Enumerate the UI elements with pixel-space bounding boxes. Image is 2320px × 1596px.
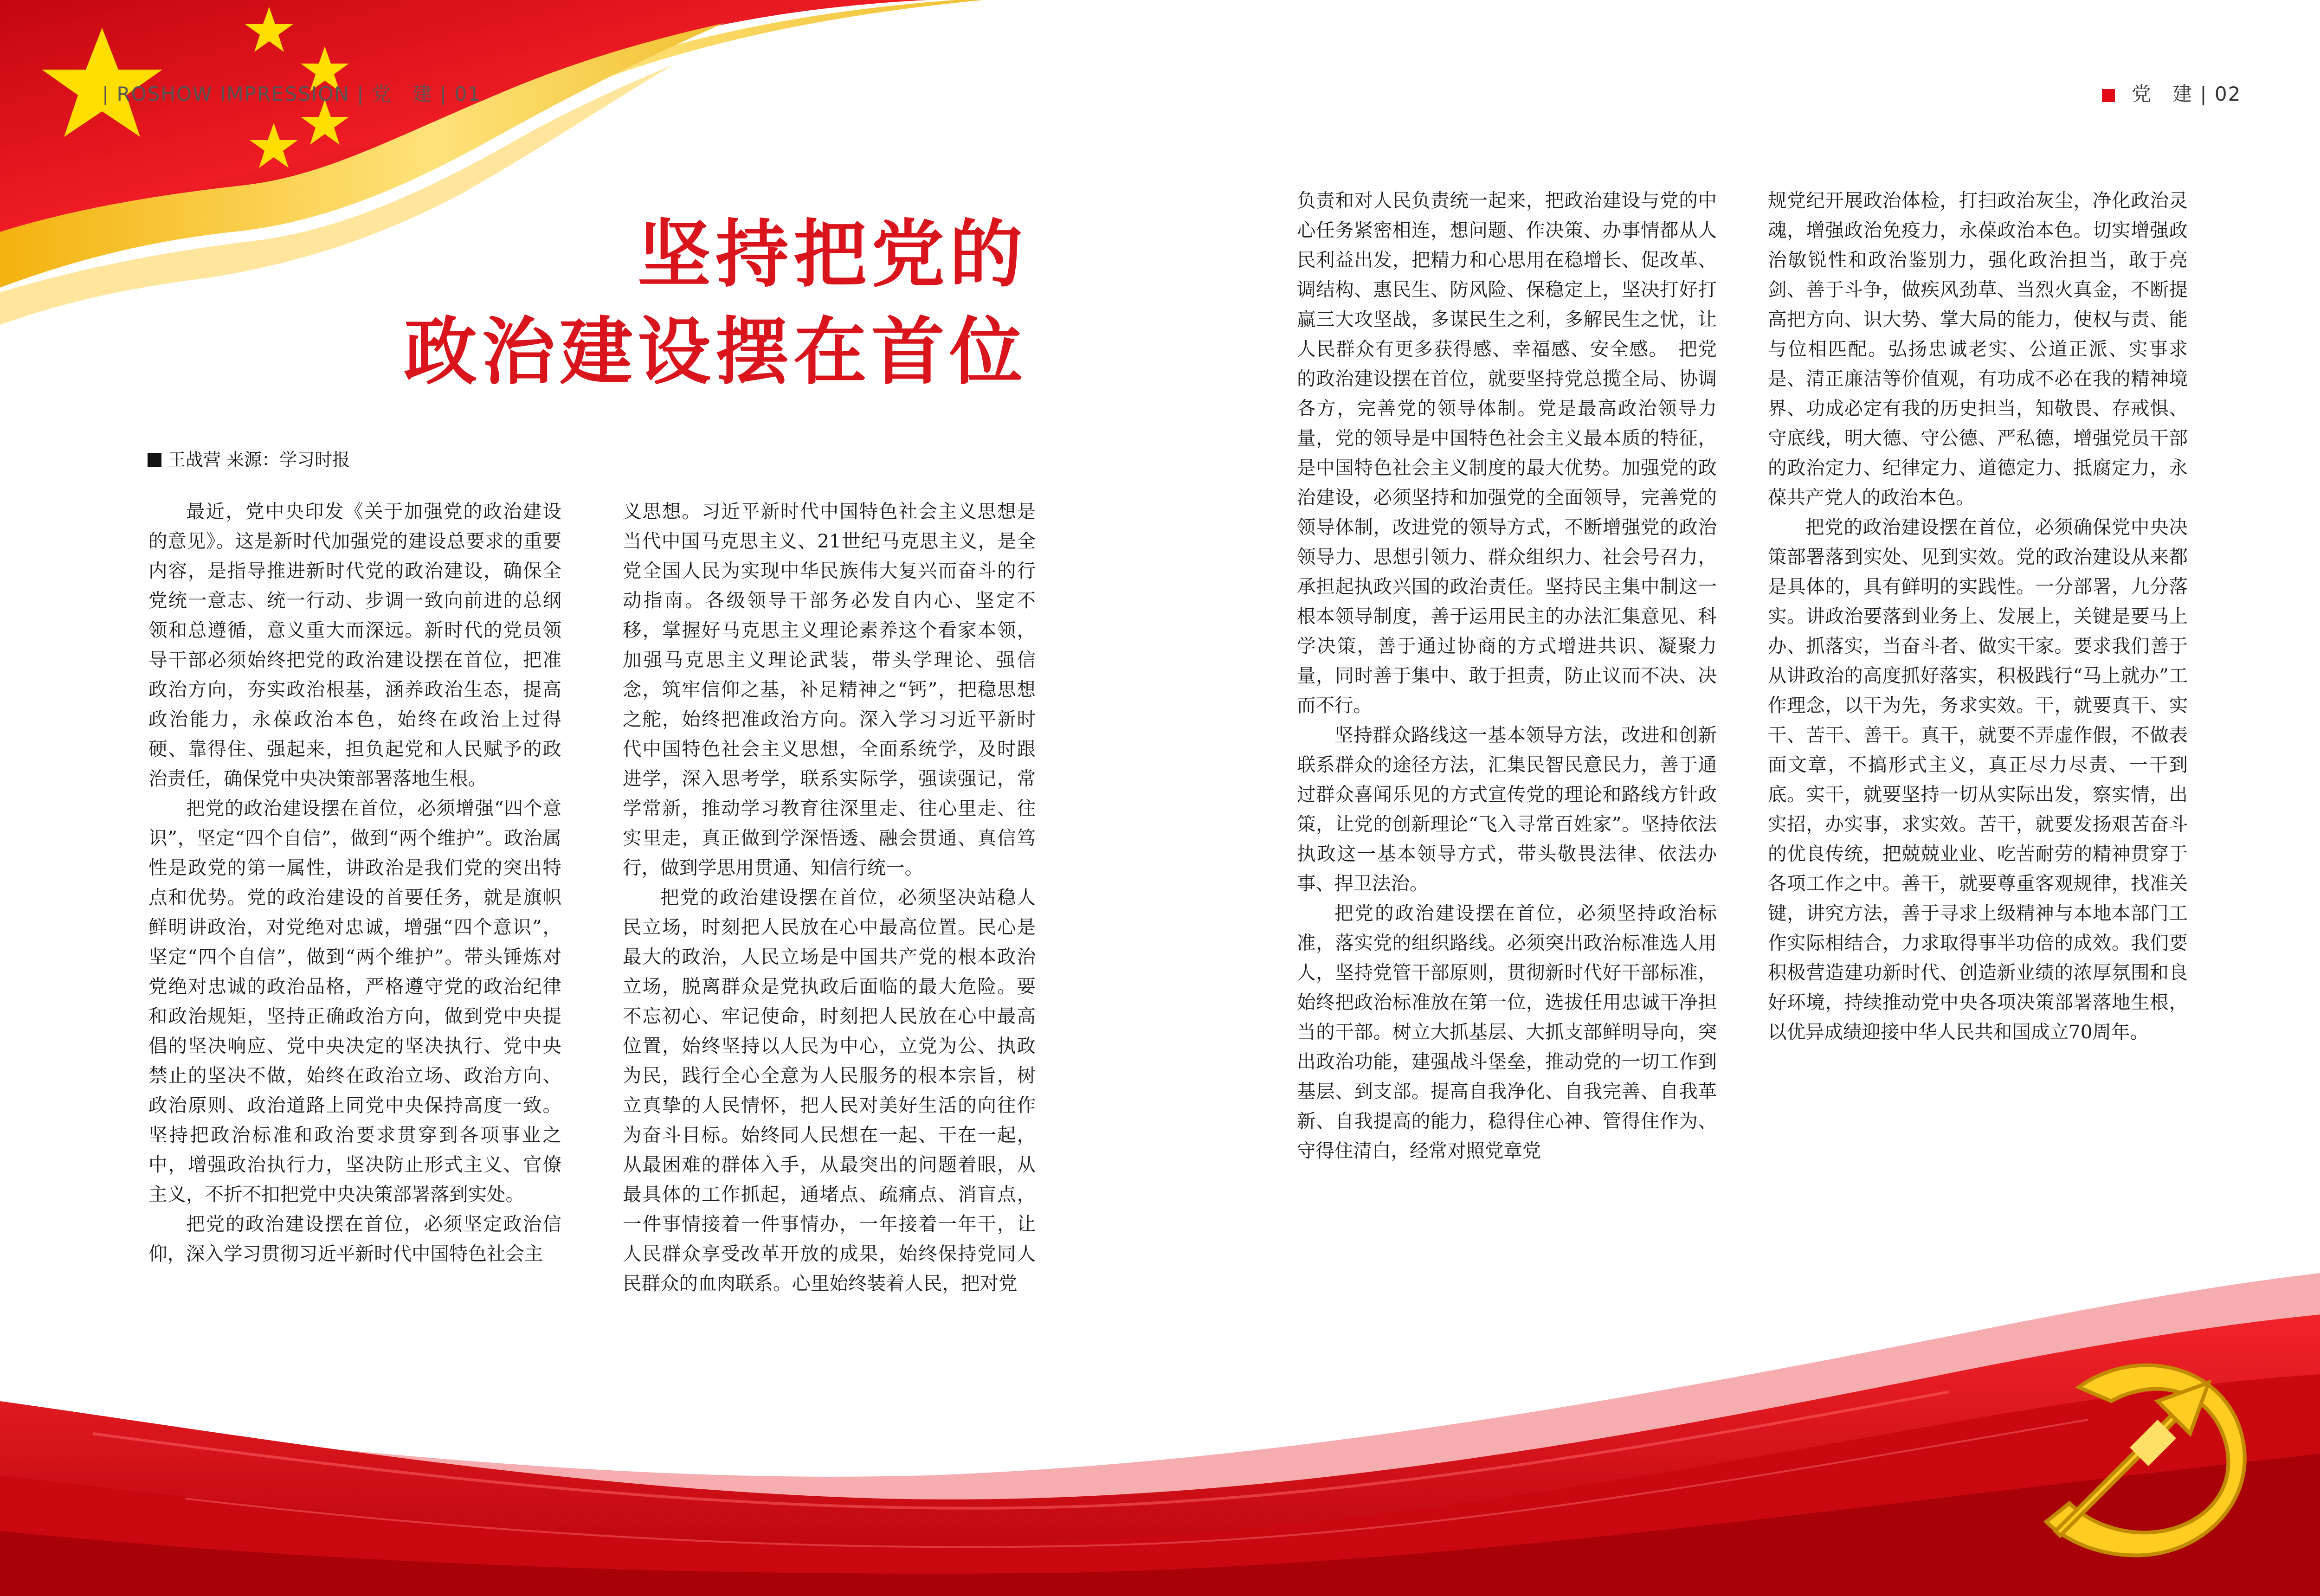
- running-head-right-text: 党 建 | 02: [2132, 83, 2242, 105]
- running-head-right: [2102, 79, 2241, 107]
- paragraph: 把党的政治建设摆在首位，必须坚定政治信仰，深入学习贯彻习近平新时代中国特色社会主: [148, 1213, 561, 1265]
- paragraph: 把党的政治建设摆在首位，必须确保党中央决策部署落到实处、见到实效。党的政治建设从来都是具体的，具有鲜明的实践性。一分部署，九分落实。讲政治要落到业务上、发展上，关键是要马上办、抓落实，当奋斗者、做实干家。要求我们善于从讲政治的高度抓好落实，积极践行“马上就办”工作理念，以干为先，务求实效。干，就要真干、实干、苦干、善干。真干，就要不弄虚作假，不做表面文章，不搞形式主义，真正尽力尽责、一干到底。实干，就要坚持一切从实际出发，察实情，出实招，办实事，求实效。苦干，就要发扬艰苦奋斗的优良传统，把兢兢业业、吃苦耐劳的精神贯穿于各项工作之中。善干，就要尊重客观规律，找准关键，讲究方法，善于寻求上级精神与本地本部门工作实际相结合，力求取得事半功倍的成效。我们要积极营造建功新时代、创造新业绩的浓厚氛围和良好环境，持续推动党中央各项决策部署落地生根，以优异成绩迎接中华人民共和国成立70周年。: [1768, 516, 2188, 1043]
- article-title-line2: 政治建设摆在首位: [404, 309, 1027, 395]
- paragraph: 最近，党中央印发《关于加强党的政治建设的意见》。这是新时代加强党的建设总要求的重要内容，是指导推进新时代党的政治建设，确保全党统一意志、统一行动、步调一致向前进的总纲领和总遵循，意义重大而深远。新时代的党员领导干部必须始终把党的政治建设摆在首位，把准政治方向，夯实政治根基，涵养政治生态，提高政治能力，永葆政治本色，始终在政治上过得硬、靠得住、强起来，担负起党和人民赋予的政治责任，确保党中央决策部署落地生根。: [148, 500, 561, 790]
- text-column-3: [1297, 186, 1717, 1165]
- article-title-line1: 坚持把党的: [638, 212, 1027, 297]
- paragraph: 负责和对人民负责统一起来，把政治建设与党的中心任务紧密相连，想问题、作决策、办事情都从人民利益出发，把精力和心思用在稳增长、促改革、调结构、惠民生、防风险、保稳定上，坚决打好打赢三大攻坚战，多谋民生之利，多解民生之忧，让人民群众有更多获得感、幸福感、安全感。 把党的政治建设摆在首位，就要坚持党总揽全局、协调各方，完善党的领导体制。党是最高政治领导力量，党的领导是中国特色社会主义最本质的特征，是中国特色社会主义制度的最大优势。加强党的政治建设，必须坚持和加强党的全面领导，完善党的领导体制，改进党的领导方式，不断增强党的政治领导力、思想引领力、群众组织力、社会号召力，承担起执政兴国的政治责任。坚持民主集中制这一根本领导制度，善于运用民主的办法汇集意见、科学决策，善于通过协商的方式增进共识、凝聚力量，同时善于集中、敢于担责，防止议而不决、决而不行。: [1297, 189, 1717, 716]
- paragraph: 坚持群众路线这一基本领导方法，改进和创新联系群众的途径方法，汇集民智民意民力，善于通过群众喜闻乐见的方式宣传党的理论和路线方针政策，让党的创新理论“飞入寻常百姓家”。坚持依法执政这一基本领导方式，带头敬畏法律、依法办事、捍卫法治。: [1297, 724, 1717, 895]
- paragraph: 把党的政治建设摆在首位，必须增强“四个意识”，坚定“四个自信”，做到“两个维护”。政治属性是政党的第一属性，讲政治是我们党的突出特点和优势。党的政治建设的首要任务，就是旗帜鲜明讲政治，对党绝对忠诚，增强“四个意识”，坚定“四个自信”，做到“两个维护”。带头锤炼对党绝对忠诚的政治品格，严格遵守党的政治纪律和政治规矩，坚持正确政治方向，做到党中央提倡的坚决响应、党中央决定的坚决执行、党中央禁止的坚决不做，始终在政治立场、政治方向、政治原则、政治道路上同党中央保持高度一致。坚持把政治标准和政治要求贯穿到各项事业之中，增强政治执行力，坚决防止形式主义、官僚主义，不折不扣把党中央决策部署落到实处。: [148, 797, 561, 1205]
- byline-text: 王战营 来源：学习时报: [168, 450, 350, 470]
- running-head-left: [102, 79, 481, 107]
- byline: [148, 445, 350, 471]
- running-head-left-text: | ROSHOW IMPRESSION | 党 建 | 01: [102, 83, 481, 105]
- paragraph: 规党纪开展政治体检，打扫政治灰尘，净化政治灵魂，增强政治免疫力，永葆政治本色。切实增强政治敏锐性和政治鉴别力，强化政治担当，敢于亮剑、善于斗争，做疾风劲草、当烈火真金，不断提高把方向、识大势、掌大局的能力，使权与责、能与位相匹配。弘扬忠诚老实、公道正派、实事求是、清正廉洁等价值观，有功成不必在我的精神境界、功成必定有我的历史担当，知敬畏、存戒惧、守底线，明大德、守公德、严私德，增强党员干部的政治定力、纪律定力、道德定力、抵腐定力，永葆共产党人的政治本色。: [1768, 189, 2188, 508]
- text-column-2: [623, 496, 1036, 1298]
- black-square-icon: [148, 453, 161, 467]
- party-emblem-icon: [2037, 1355, 2260, 1559]
- text-column-1: [148, 496, 561, 1268]
- paragraph: 把党的政治建设摆在首位，必须坚持政治标准，落实党的组织路线。必须突出政治标准选人用人，坚持党管干部原则，贯彻新时代好干部标准，始终把政治标准放在第一位，选拔任用忠诚干净担当的干部。树立大抓基层、大抓支部鲜明导向，突出政治功能，建强战斗堡垒，推动党的一切工作到基层、到支部。提高自我净化、自我完善、自我革新、自我提高的能力，稳得住心神、管得住作为、守得住清白，经常对照党章党: [1297, 902, 1717, 1162]
- paragraph: 义思想。习近平新时代中国特色社会主义思想是当代中国马克思主义、21世纪马克思主义，是全党全国人民为实现中华民族伟大复兴而奋斗的行动指南。各级领导干部务必发自内心、坚定不移，掌握好马克思主义理论素养这个看家本领，加强马克思主义理论武装，带头学理论、强信念，筑牢信仰之基，补足精神之“钙”，把稳思想之舵，始终把准政治方向。深入学习习近平新时代中国特色社会主义思想，全面系统学，及时跟进学，深入思考学，联系实际学，强读强记，常学常新，推动学习教育往深里走、往心里走、往实里走，真正做到学深悟透、融会贯通、真信笃行，做到学思用贯通、知信行统一。: [623, 500, 1036, 879]
- text-column-4: [1768, 186, 2188, 1047]
- bottom-ribbon: [0, 1271, 2320, 1596]
- paragraph: 把党的政治建设摆在首位，必须坚决站稳人民立场，时刻把人民放在心中最高位置。民心是最大的政治，人民立场是中国共产党的根本政治立场，脱离群众是党执政后面临的最大危险。要不忘初心、牢记使命，时刻把人民放在心中最高位置，始终坚持以人民为中心，立党为公、执政为民，践行全心全意为人民服务的根本宗旨，树立真挚的人民情怀，把人民对美好生活的向往作为奋斗目标。始终同人民想在一起、干在一起，从最困难的群体入手，从最突出的问题着眼，从最具体的工作抓起，通堵点、疏痛点、消盲点，一件事情接着一件事情办，一年接着一年干，让人民群众享受改革开放的成果，始终保持党同人民群众的血肉联系。心里始终装着人民，把对党: [623, 886, 1036, 1294]
- red-square-icon: [2102, 89, 2115, 102]
